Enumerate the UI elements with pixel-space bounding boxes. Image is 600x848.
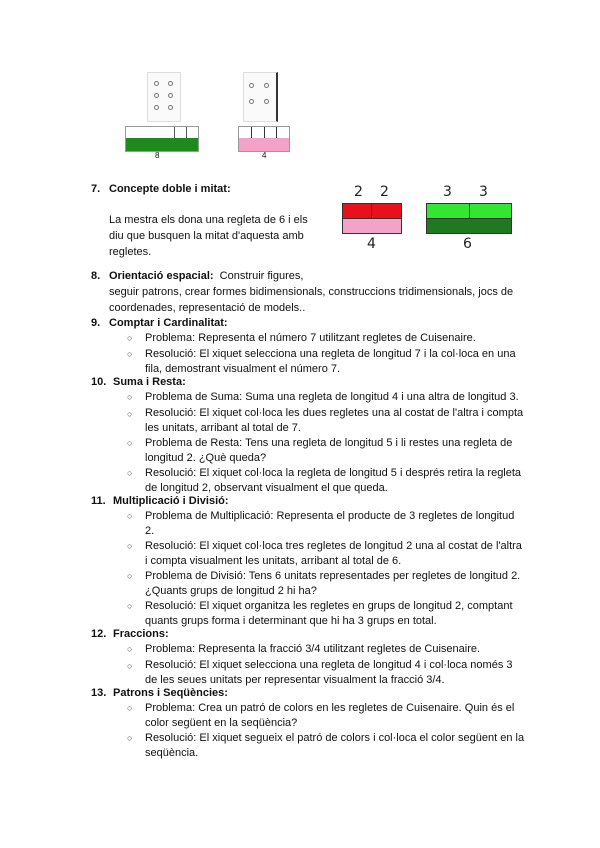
- bullet-marker: ○: [127, 541, 133, 551]
- bullet-marker: ○: [127, 409, 133, 419]
- section-8-title: Orientació espacial:: [109, 270, 214, 282]
- bullet-marker: ○: [127, 511, 133, 521]
- bullet-marker: ○: [127, 661, 133, 671]
- label-eight: 8: [155, 151, 160, 160]
- bullet-marker: ○: [127, 571, 133, 581]
- section-13-item-2-l1: Resolució: El xiquet segueix el patró de colors i col·loca el color següent en la: [145, 732, 525, 744]
- section-12-number: 12.: [91, 628, 107, 640]
- green-label-2: 3: [479, 184, 488, 200]
- green-label-1: 3: [443, 184, 452, 200]
- section-8-line-3: coordenades, representació de models..: [109, 302, 306, 314]
- section-10-item-2-l2: les unitats, arribant al total de 7.: [145, 422, 301, 434]
- top-figure: [125, 72, 295, 162]
- bullet-marker: ○: [127, 438, 133, 448]
- bullet-marker: ○: [127, 392, 133, 402]
- section-7-number: 7.: [91, 183, 101, 195]
- section-10-number: 10.: [91, 376, 107, 388]
- section-11-item-1-l2: 2.: [145, 525, 155, 537]
- section-13-title: Patrons i Seqüències:: [113, 687, 228, 699]
- section-12-item-2-l2: de les seues unitats per representar visualment la fracció 3/4.: [145, 674, 445, 686]
- section-10-item-2-l1: Resolució: El xiquet col·loca les dues regletes una al costat de l'altra i compta: [145, 407, 524, 419]
- section-10-item-3-l1: Problema de Resta: Tens una regleta de longitud 5 i li restes una regleta de: [145, 437, 513, 449]
- section-11-number: 11.: [91, 495, 106, 507]
- red-label-2: 2: [380, 184, 389, 200]
- section-13-item-2-l2: seqüència.: [145, 747, 199, 759]
- green-rod-top: [125, 126, 199, 152]
- section-13-number: 13.: [91, 687, 107, 699]
- section-12-title: Fraccions:: [113, 628, 169, 640]
- section-11-item-3-l2: ¿Quants grups de longitud 2 hi ha?: [145, 585, 317, 597]
- section-11-item-3-l1: Problema de Divisió: Tens 6 unitats representades per regletes de longitud 2.: [145, 570, 521, 582]
- pink-rod: [342, 218, 402, 234]
- section-9-item-2-l1: Resolució: El xiquet selecciona una regleta de longitud 7 i la col·loca en una: [145, 348, 516, 360]
- section-11-item-4-l2: quants grups forma i determinant que hi ha 3 grups en total.: [145, 615, 437, 627]
- dot-card-four: [243, 72, 278, 122]
- section-11-item-4-l1: Resolució: El xiquet organitza les regletes en grups de longitud 2, comptant: [145, 600, 513, 612]
- section-11-item-1-l1: Problema de Multiplicació: Representa el producte de 3 regletes de longitud: [145, 510, 515, 522]
- section-10-item-3-l2: longitud 2. ¿Què queda?: [145, 452, 267, 464]
- label-four: 4: [262, 151, 267, 160]
- dot-card-six: [147, 72, 181, 122]
- bullet-marker: ○: [127, 733, 133, 743]
- half-double-figure: [340, 184, 520, 264]
- section-10-item-4-l2: de longitud 2, observant visualment el que queda.: [145, 482, 388, 494]
- pink-rod-top: [238, 126, 290, 152]
- section-7-body-2: diu que busquen la mitat d'aquesta amb: [109, 230, 304, 242]
- bullet-marker: ○: [127, 349, 133, 359]
- section-11-item-2-l2: i compta visualment les unitats, arribant al total de 6.: [145, 555, 402, 567]
- red-label-1: 2: [354, 184, 363, 200]
- section-12-item-1: Problema: Representa la fracció 3/4 utilitzant regletes de Cuisenaire.: [145, 643, 481, 655]
- section-8-line-1-rest: Construir figures,: [219, 270, 304, 282]
- section-9-item-1: Problema: Representa el número 7 utilitzant regletes de Cuisenaire.: [145, 332, 476, 344]
- section-7-title: Concepte doble i mitat:: [109, 183, 231, 195]
- bullet-marker: ○: [127, 644, 133, 654]
- section-7-body-1: La mestra els dona una regleta de 6 i els: [109, 214, 308, 226]
- section-10-item-1: Problema de Suma: Suma una regleta de longitud 4 i una altra de longitud 3.: [145, 391, 519, 403]
- section-8-line-2: seguir patrons, crear formes bidimensionals, construccions tridimensionals, jocs de: [109, 286, 514, 298]
- red-rod-pair: [342, 203, 402, 219]
- section-8-line-1: [109, 270, 303, 282]
- section-9-item-2-l2: fila, demostrant visualment el número 7.: [145, 363, 341, 375]
- section-13-item-1-l1: Problema: Crea un patró de colors en les regletes de Cuisenaire. Quin és el: [145, 702, 515, 714]
- section-11-item-2-l1: Resolució: El xiquet col·loca tres regletes de longitud 2 una al costat de l'altra: [145, 540, 522, 552]
- green-bottom-label: 6: [463, 236, 472, 252]
- section-7-body-3: regletes.: [109, 246, 152, 258]
- light-green-rod-pair: [426, 203, 512, 219]
- section-10-title: Suma i Resta:: [113, 376, 186, 388]
- section-11-title: Multiplicació i Divisió:: [113, 495, 229, 507]
- bullet-marker: ○: [127, 601, 133, 611]
- section-12-item-2-l1: Resolució: El xiquet selecciona una regleta de longitud 4 i col·loca només 3: [145, 659, 513, 671]
- section-9-number: 9.: [91, 317, 101, 329]
- bullet-marker: ○: [127, 468, 133, 478]
- bullet-marker: ○: [127, 703, 133, 713]
- dark-green-rod: [426, 218, 512, 234]
- red-bottom-label: 4: [367, 236, 376, 252]
- section-8-number: 8.: [91, 270, 101, 282]
- section-10-item-4-l1: Resolució: El xiquet col·loca la regleta de longitud 5 i després retira la regleta: [145, 467, 522, 479]
- bullet-marker: ○: [127, 333, 133, 343]
- section-13-item-1-l2: color següent en la seqüència?: [145, 717, 298, 729]
- section-9-title: Comptar i Cardinalitat:: [109, 317, 228, 329]
